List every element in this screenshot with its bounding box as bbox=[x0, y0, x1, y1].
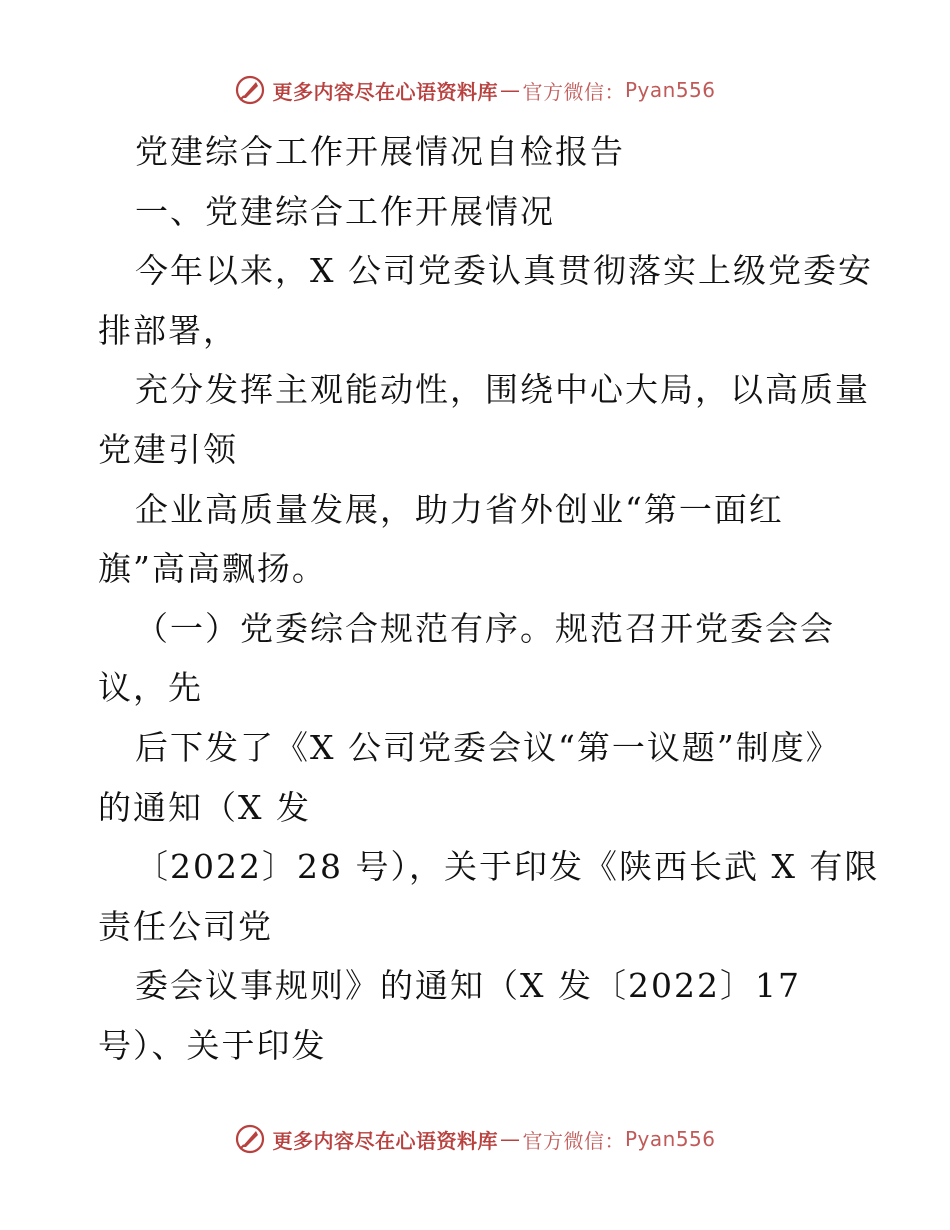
subsection-line: （一）党委综合规范有序。规范召开党委会会 bbox=[135, 608, 835, 648]
paragraph-line: 的通知（X 发 bbox=[98, 787, 311, 827]
paragraph-line: 今年以来，X 公司党委认真贯彻落实上级党委安 bbox=[135, 251, 873, 291]
footer-watermark bbox=[0, 1119, 950, 1159]
paragraph-line: 党建引领 bbox=[98, 429, 238, 469]
watermark-main-text: 更多内容尽在心语资料库 bbox=[272, 79, 498, 104]
paragraph-line: 号）、关于印发 bbox=[98, 1025, 327, 1065]
feather-pen-logo-icon bbox=[234, 74, 266, 106]
watermark-main-text: 更多内容尽在心语资料库 bbox=[272, 1128, 498, 1153]
feather-pen-logo-icon bbox=[234, 1123, 266, 1155]
paragraph-line: 〔2022〕28 号），关于印发《陕西长武 X 有限 bbox=[135, 847, 880, 887]
document-title: 党建综合工作开展情况自检报告 bbox=[135, 132, 625, 171]
paragraph-line: 旗”高高飘扬。 bbox=[98, 549, 327, 589]
watermark-sub-text: 官方微信： bbox=[522, 1128, 625, 1153]
watermark-wechat-id: Pyan556 bbox=[624, 78, 716, 102]
paragraph-line: 后下发了《X 公司党委会议“第一议题”制度》 bbox=[135, 727, 841, 767]
paragraph-line: 排部署， bbox=[98, 310, 238, 350]
paragraph-line: 责任公司党 bbox=[98, 906, 273, 946]
header-watermark bbox=[0, 70, 950, 110]
paragraph-line: 企业高质量发展，助力省外创业“第一面红 bbox=[135, 489, 784, 529]
paragraph-line: 议，先 bbox=[98, 668, 203, 708]
watermark-dash: — bbox=[499, 78, 521, 102]
watermark-dash: — bbox=[499, 1127, 521, 1151]
watermark-wechat-id: Pyan556 bbox=[624, 1127, 716, 1151]
paragraph-line: 充分发挥主观能动性，围绕中心大局，以高质量 bbox=[135, 370, 870, 410]
watermark-sub-text: 官方微信： bbox=[522, 79, 625, 104]
paragraph-line: 委会议事规则》的通知（X 发〔2022〕17 bbox=[135, 966, 801, 1006]
section-heading: 一、党建综合工作开展情况 bbox=[135, 191, 555, 231]
document-body bbox=[98, 122, 878, 1076]
